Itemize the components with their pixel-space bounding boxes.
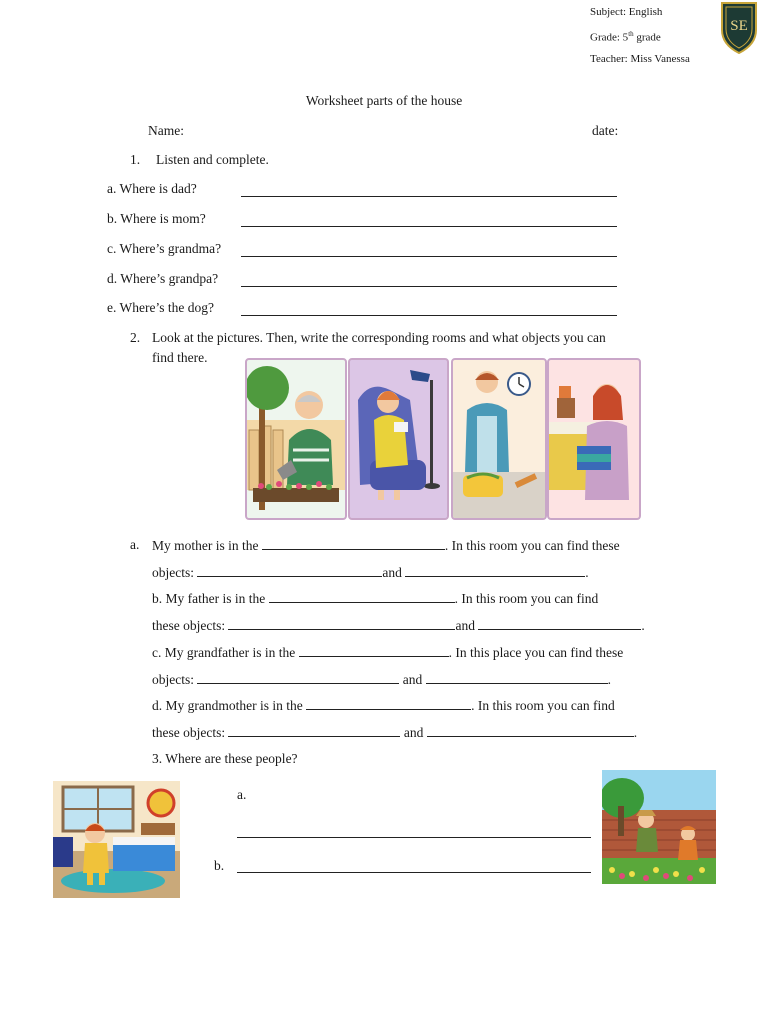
page-title: Worksheet parts of the house <box>305 93 463 108</box>
answer-line-e[interactable] <box>241 315 617 316</box>
item-d-object1-blank[interactable] <box>228 724 400 737</box>
section3-heading: 3. Where are these people? <box>152 751 298 766</box>
section2-heading-line2: find there. <box>152 350 208 365</box>
bedroom-illustration <box>547 358 641 520</box>
date-label: date: <box>592 123 619 138</box>
answer-line-d[interactable] <box>241 286 617 287</box>
section2-heading-line1: Look at the pictures. Then, write the corresponding rooms and what objects you can <box>152 330 606 345</box>
school-logo <box>719 0 759 54</box>
section3-answer-b[interactable] <box>237 872 591 873</box>
item-d-room-blank[interactable] <box>306 697 471 710</box>
item-b-room-blank[interactable] <box>269 590 455 603</box>
question-c: c. Where’s grandma? <box>107 241 222 256</box>
answer-line-c[interactable] <box>241 256 617 257</box>
item-c-place-blank[interactable] <box>299 644 449 657</box>
section3-label-a: a. <box>237 787 247 802</box>
item-b-line2: these objects: and . <box>152 618 645 633</box>
section1-heading: Listen and complete. <box>156 152 269 167</box>
grade-label: Grade: 5th grade <box>590 30 661 44</box>
item-a-object1-blank[interactable] <box>197 564 382 577</box>
kitchen-illustration <box>451 358 547 520</box>
section3-answer-a[interactable] <box>237 837 591 838</box>
section2-number: 2. <box>130 330 141 345</box>
item-d-line2: these objects: and . <box>152 725 638 740</box>
teacher-label: Teacher: Miss Vanessa <box>590 53 690 65</box>
garden-illustration <box>245 358 347 520</box>
subject-label: Subject: English <box>590 6 663 18</box>
item-a-line1: My mother is in the . In this room you can find these <box>152 538 620 553</box>
item-c-object1-blank[interactable] <box>197 671 399 684</box>
item-a-room-blank[interactable] <box>262 537 445 550</box>
item-b-object2-blank[interactable] <box>478 617 641 630</box>
section3-label-b: b. <box>214 858 225 873</box>
item-a-line2: objects: and . <box>152 565 589 580</box>
item-b-line1: b. My father is in the . In this room you can find <box>152 591 599 606</box>
item-b-object1-blank[interactable] <box>228 617 455 630</box>
question-e: e. Where’s the dog? <box>107 300 214 315</box>
logo-monogram: SE <box>730 18 748 34</box>
item-d-object2-blank[interactable] <box>427 724 634 737</box>
item-c-line2: objects: and . <box>152 672 611 687</box>
question-b: b. Where is mom? <box>107 211 206 226</box>
question-a: a. Where is dad? <box>107 181 197 196</box>
section1-number: 1. <box>130 152 141 167</box>
item-c-object2-blank[interactable] <box>426 671 608 684</box>
question-d: d. Where’s grandpa? <box>107 271 219 286</box>
item-c-line1: c. My grandfather is in the . In this place you can find these <box>152 645 624 660</box>
answer-line-b[interactable] <box>241 226 617 227</box>
item-a-letter: a. <box>130 537 140 552</box>
living-room-illustration <box>348 358 449 520</box>
garden-people-illustration <box>602 770 716 884</box>
item-d-line1: d. My grandmother is in the . In this room you can find <box>152 698 615 713</box>
bedroom-child-illustration <box>53 781 180 898</box>
name-label: Name: <box>148 123 184 138</box>
answer-line-a[interactable] <box>241 196 617 197</box>
item-a-object2-blank[interactable] <box>405 564 585 577</box>
